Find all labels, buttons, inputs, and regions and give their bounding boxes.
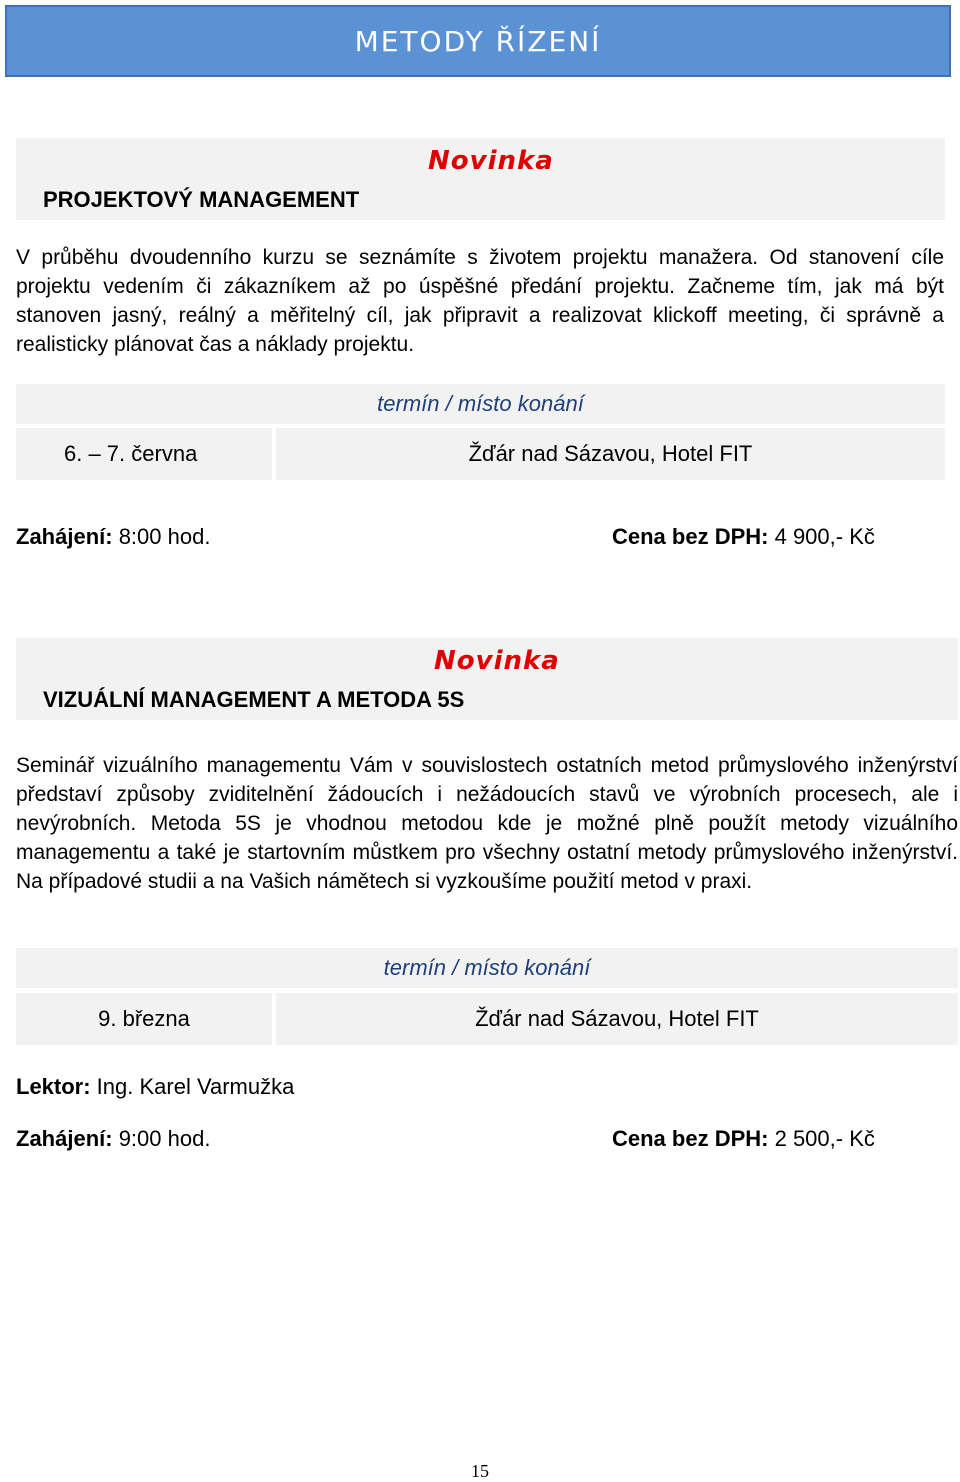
price [612,524,875,550]
price-value: 2 500,- Kč [768,1126,875,1151]
lecturer-value: Ing. Karel Varmužka [90,1074,295,1099]
price [612,1126,875,1152]
course-description: Seminář vizuálního managementu Vám v souvislostech ostatních metod průmyslového inženýrství představí způsoby zviditelnění žádoucích i nežádoucích stavů ve výrobních procesech, ale i nevýrobních. Metoda 5S je vhodnou metodou kde je možné plně použít metody vizuálního managementu a také je startovním můstkem pro všechny ostatní metody průmyslového inženýrství. Na případové studii a na Vašich námětech si vyzkoušíme použití metod v praxi. [16,754,958,893]
schedule-row [16,428,945,480]
schedule-place: Žďár nad Sázavou, Hotel FIT [276,428,945,480]
course-heading-block [16,638,958,720]
lecturer [16,1074,294,1100]
start-time [16,1126,210,1152]
price-label: Cena bez DPH: [612,1126,769,1151]
novinka-badge: Novinka [434,646,560,676]
start-time-label: Zahájení: [16,1126,113,1151]
page-title: METODY ŘÍZENÍ [354,24,602,58]
schedule-header: termín / místo konání [16,948,958,988]
start-time-value: 8:00 hod. [112,524,211,549]
page-header-band [5,5,951,77]
schedule-row [16,993,958,1045]
schedule-date: 9. března [16,993,272,1045]
page-number: 15 [471,1461,489,1481]
schedule-header: termín / místo konání [16,384,945,424]
start-time-label: Zahájení: [16,524,113,549]
course-description: V průběhu dvoudenního kurzu se seznámíte s životem projektu manažera. Od stanovení cíle projektu vedením či zákazníkem až po úspěšné předání projektu. Začneme tím, jak má být stanoven jasný, reálný a měřitelný cíl, jak připravit a realizovat klickoff meeting, či správně a realisticky plánovat čas a náklady projektu. [16,246,944,356]
schedule-place: Žďár nad Sázavou, Hotel FIT [276,993,958,1045]
course-heading-block [16,138,945,220]
schedule-date: 6. – 7. června [16,428,272,480]
price-value: 4 900,- Kč [768,524,875,549]
price-label: Cena bez DPH: [612,524,769,549]
course-title: VIZUÁLNÍ MANAGEMENT A METODA 5S [43,687,465,712]
lecturer-label: Lektor: [16,1074,91,1099]
start-time [16,524,210,550]
start-time-value: 9:00 hod. [112,1126,211,1151]
course-title: PROJEKTOVÝ MANAGEMENT [43,187,360,212]
novinka-badge: Novinka [428,146,554,176]
